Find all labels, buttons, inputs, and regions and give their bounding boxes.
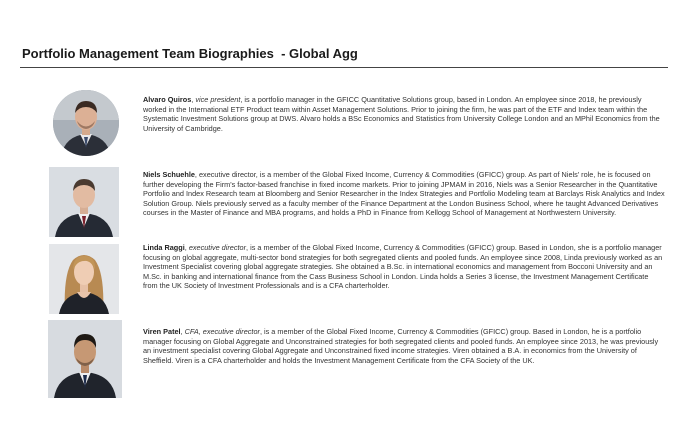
page-title: Portfolio Management Team Biographies - Global Agg	[22, 46, 358, 61]
portrait-photo	[49, 244, 119, 314]
bio-text: Alvaro Quiros, vice president, is a portfolio manager in the GFICC Quantitative Solutions group, based in London. An employee since 2018, he previously worked in the International ETF Product team within Asset Management Solutions. Prior to joining the firm, he was part of the ETF and Index team within the Systematic Investment Solutions group at DWS. Alvaro holds a BSc Economics and Statistics from University College London and an MPhil Economics from the University of Cambridge.	[143, 95, 660, 133]
bio-description: , is a member of the Global Fixed Income, Currency & Commodities (GFICC) group. As part of Niels' role, he is focused on further developing the Firm's factor-based franchise in fixed income markets. Prior to joining JPMAM in 2016, Niels was a Senior Researcher in the Quantitative Portfolio and Index Research team at Bloomberg and Senior Researcher in the Index Strategies and Portfolio Modeling team at Barclays Risk Analytics and Index Solution Group. Niels previously served as a faculty member of the Finance Department at the London Business School, where he taught Advanced Derivatives courses in the Master of Finance and MBA programs, and holds a PhD in Finance from Kellogg School of Management at Northwestern University.	[143, 170, 665, 218]
portrait-photo	[53, 90, 119, 156]
person-name: Alvaro Quiros	[143, 95, 192, 104]
person-role: executive director	[188, 243, 247, 252]
person-name: Viren Patel	[143, 327, 181, 336]
person-role: CFA, executive director	[184, 327, 260, 336]
bio-text: Niels Schuehle, executive director, is a member of the Global Fixed Income, Currency & Commodities (GFICC) group. As part of Niels' role, he is focused on further developing the Firm's factor-based franchise in fixed income markets. Prior to joining JPMAM in 2016, Niels was a Senior Researcher in the Quantitative Portfolio and Index Research team at Bloomberg and Senior Researcher in the Index Strategies and Portfolio Modeling team at Barclays Risk Analytics and Index Solution Group. Niels previously served as a faculty member of the Finance Department at the London Business School, where he taught Advanced Derivatives courses in the Master of Finance and MBA programs, and holds a PhD in Finance from Kellogg School of Management at Northwestern University.	[143, 170, 665, 218]
bio-niels-schuehle	[48, 167, 668, 237]
bio-linda-raggi	[48, 244, 668, 316]
person-role: executive director	[198, 170, 256, 179]
portrait-photo	[48, 320, 122, 398]
bio-description: , is a member of the Global Fixed Income, Currency & Commodities (GFICC) group. Based in London, she is a portfolio manager focusing on global aggregate, multi-sector bond strategies for both segregated clients and pooled funds. An employee since 2008, Linda previously worked as an Investment Specialist covering global aggregate strategies. She obtained a B.Sc. in international economics and management from Bocconi University and an M.Sc. in banking and international finance from the Cass Business School in London. Linda holds a Series 3 license, the Investment Management Certificate from the UK Society of Investment Professionals and is a CFA charterholder.	[143, 243, 663, 291]
title-divider	[20, 67, 668, 68]
bio-alvaro-quiros	[48, 88, 668, 160]
portrait-photo	[49, 167, 119, 237]
person-name: Niels Schuehle	[143, 170, 195, 179]
person-name: Linda Raggi	[143, 243, 185, 252]
bio-text: Viren Patel, CFA, executive director, is a member of the Global Fixed Income, Currency & Commodities (GFICC) group. Based in London, he is a portfolio manager focusing on Global Aggregate and Unconstrained strategies for both segregated clients and pooled funds. An employee since 2013, he was previously an investment specialist covering Global Aggregate and Unconstrained fixed income strategies. Viren obtained a B.A. in economics from the University of Sheffield. Viren is a CFA charterholder and holds the Investment Management Certificate from the CFA Society of the UK.	[143, 327, 659, 365]
person-role: vice president	[195, 95, 241, 104]
bio-description: , is a portfolio manager in the GFICC Quantitative Solutions group, based in London. An employee since 2018, he previously worked in the International ETF Product team within Asset Management Solutions. Prior to joining the firm, he was part of the ETF and Index team within the Systematic Investment Solutions group at DWS. Alvaro holds a BSc Economics and Statistics from University College London and an MPhil Economics from the University of Cambridge.	[143, 95, 660, 133]
bio-text: Linda Raggi, executive director, is a member of the Global Fixed Income, Currency & Commodities (GFICC) group. Based in London, she is a portfolio manager focusing on global aggregate, multi-sector bond strategies for both segregated clients and pooled funds. An employee since 2008, Linda previously worked as an Investment Specialist covering global aggregate strategies. She obtained a B.Sc. in international economics and management from Bocconi University and an M.Sc. in banking and international finance from the Cass Business School in London. Linda holds a Series 3 license, the Investment Management Certificate from the UK Society of Investment Professionals and is a CFA charterholder.	[143, 243, 663, 291]
bio-description: , is a member of the Global Fixed Income, Currency & Commodities (GFICC) group. Based in London, he is a portfolio manager focusing on Global Aggregate and Unconstrained strategies for both segregated clients and pooled funds. An employee since 2013, he was previously an investment specialist covering Global Aggregate and Unconstrained fixed income strategies. Viren obtained a B.A. in economics from the University of Sheffield. Viren is a CFA charterholder and holds the Investment Management Certificate from the CFA Society of the UK.	[143, 327, 659, 365]
bio-viren-patel	[48, 320, 668, 400]
